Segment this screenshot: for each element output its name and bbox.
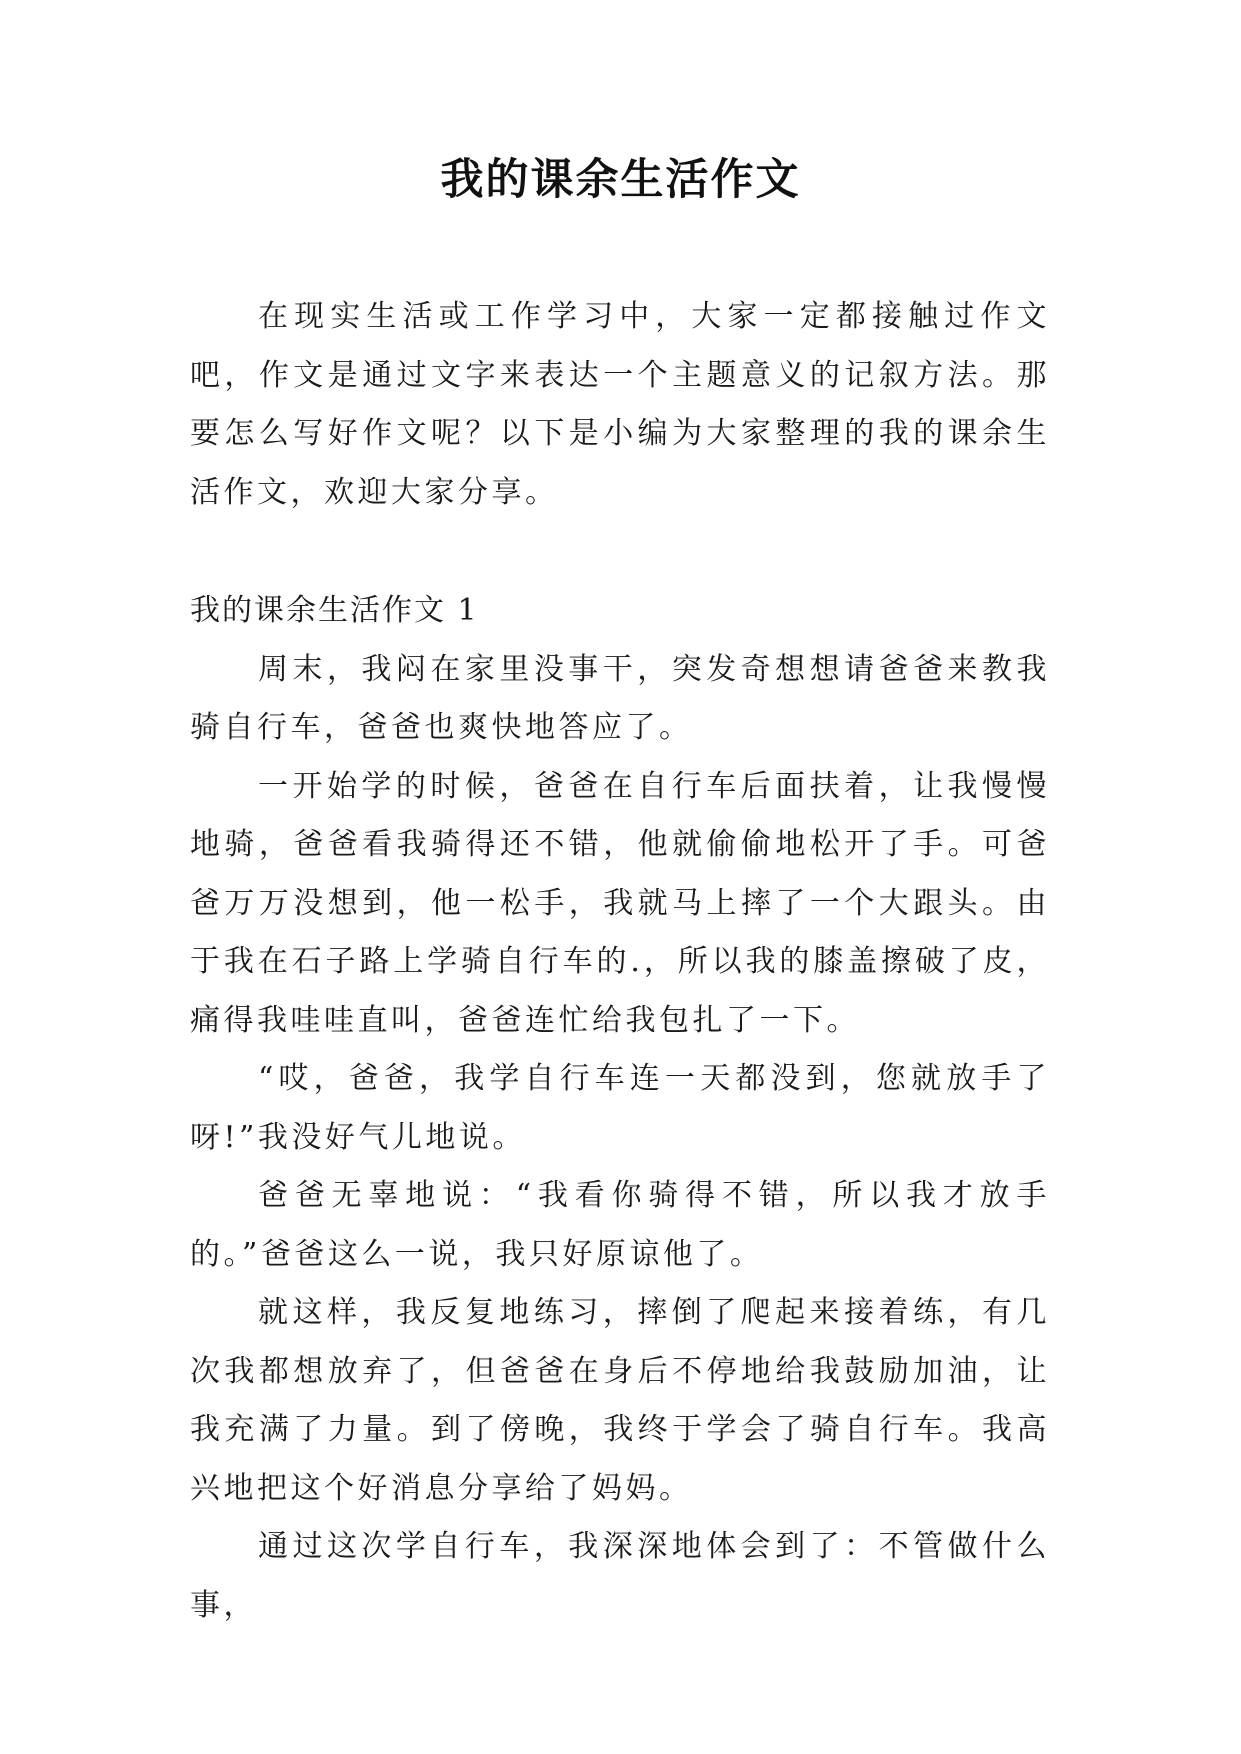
intro-paragraph: 在现实生活或工作学习中，大家一定都接触过作文吧，作文是通过文字来表达一个主题意义的记叙方法。那要怎么写好作文呢？以下是小编为大家整理的我的课余生活作文，欢迎大家分享。 <box>190 299 1050 510</box>
section-spacer <box>190 522 1050 582</box>
document-body <box>190 288 1050 1635</box>
section-title: 我的课余生活作文 1 <box>190 593 479 628</box>
paragraph-4: 爸爸无辜地说：“我看你骑得不错，所以我才放手的。”爸爸这么一说，我只好原谅他了。 <box>190 1178 1050 1272</box>
document-title: 我的课余生活作文 <box>440 155 801 205</box>
paragraph-3: “哎，爸爸，我学自行车连一天都没到，您就放手了呀!”我没好气儿地说。 <box>190 1061 1050 1155</box>
paragraph-5: 就这样，我反复地练习，摔倒了爬起来接着练，有几次我都想放弃了，但爸爸在身后不停地给我鼓励加油，让我充满了力量。到了傍晚，我终于学会了骑自行车。我高兴地把这个好消息分享给了妈妈。 <box>190 1295 1050 1506</box>
paragraph-1: 周末，我闷在家里没事干，突发奇想想请爸爸来教我骑自行车，爸爸也爽快地答应了。 <box>190 651 1050 745</box>
paragraph-2: 一开始学的时候，爸爸在自行车后面扶着，让我慢慢地骑，爸爸看我骑得还不错，他就偷偷地松开了手。可爸爸万万没想到，他一松手，我就马上摔了一个大跟头。由于我在石子路上学骑自行车的.，所以我的膝盖擦破了皮，痛得我哇哇直叫，爸爸连忙给我包扎了一下。 <box>190 768 1050 1038</box>
paragraph-6: 通过这次学自行车，我深深地体会到了：不管做什么事， <box>190 1529 1050 1623</box>
